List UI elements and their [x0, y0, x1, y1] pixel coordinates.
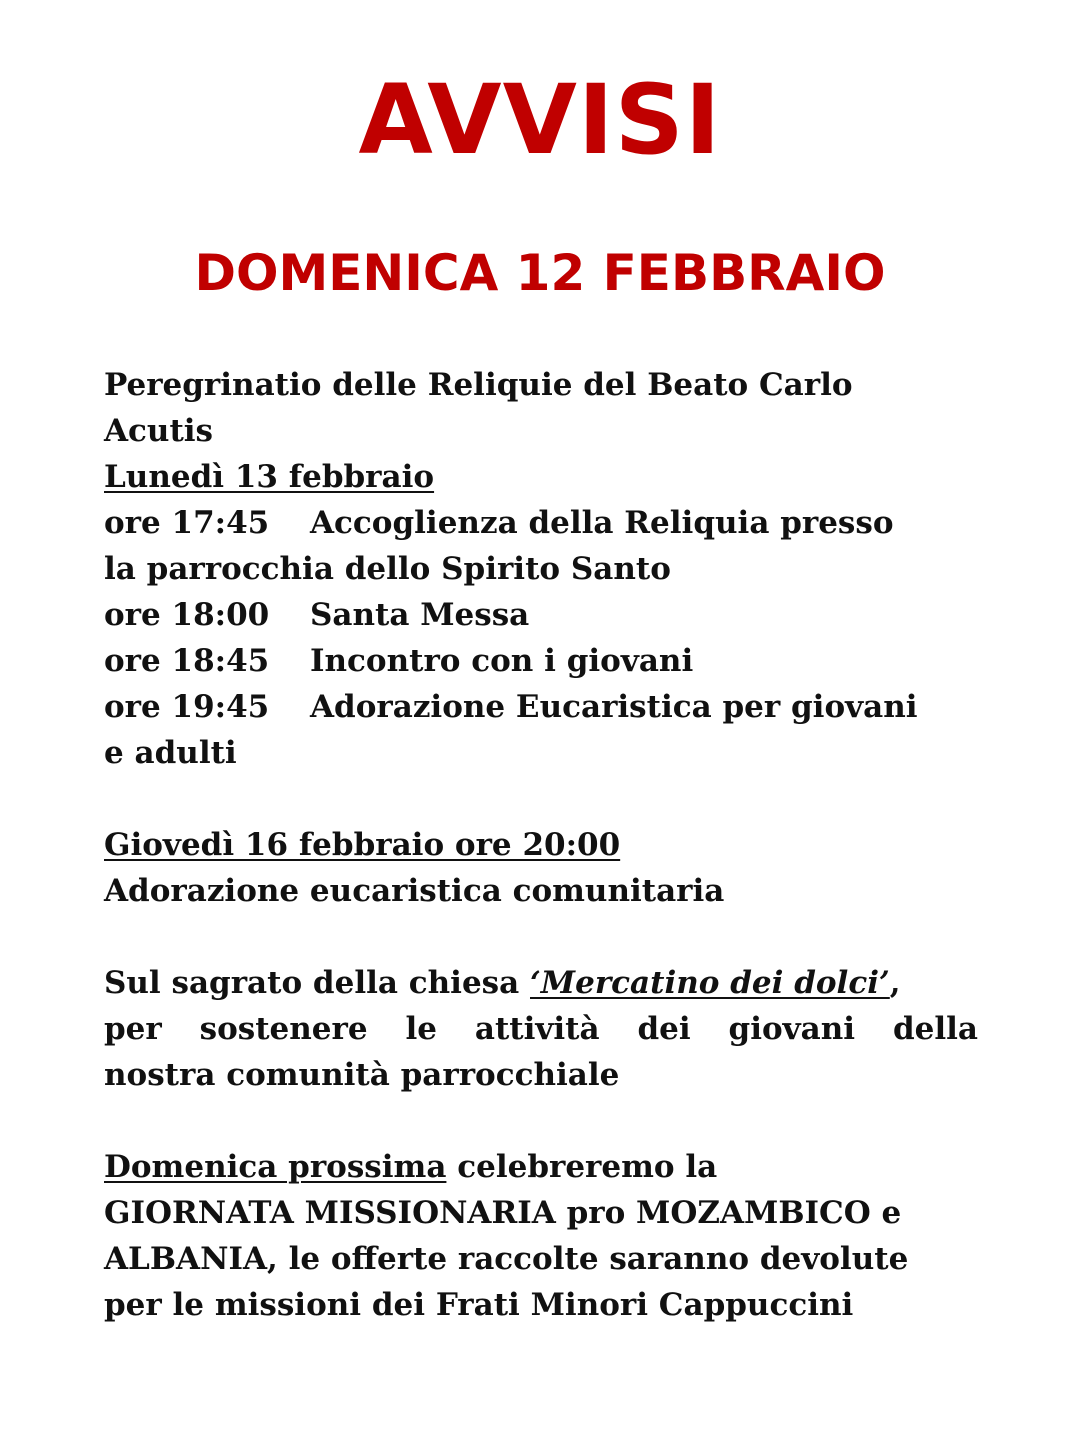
page-title: AVVISI — [358, 64, 722, 176]
schedule-item — [104, 684, 978, 730]
schedule-continuation: e adulti — [104, 735, 237, 771]
domenica-heading: Domenica prossima — [104, 1149, 447, 1185]
schedule-list — [104, 500, 978, 776]
mercatino-name: ‘Mercatino dei dolci’ — [530, 965, 890, 1001]
spacer — [104, 914, 978, 960]
schedule-item — [104, 638, 978, 684]
schedule-text: Incontro con i giovani — [310, 643, 694, 679]
domenica-line-4: per le missioni dei Frati Minori Cappuccini — [104, 1287, 854, 1323]
mercatino-line-1 — [104, 960, 978, 1006]
schedule-time: ore 17:45 — [104, 505, 270, 541]
schedule-time: ore 18:45 — [104, 643, 270, 679]
mercatino-suffix: , — [889, 965, 901, 1001]
domenica-line-1 — [104, 1144, 978, 1190]
schedule-item — [104, 500, 978, 546]
giovedi-text: Adorazione eucaristica comunitaria — [104, 873, 725, 909]
domenica-line-2: GIORNATA MISSIONARIA pro MOZAMBICO e — [104, 1195, 902, 1231]
mercatino-line-2: per sostenere le attività dei giovani della — [104, 1011, 978, 1047]
schedule-item — [104, 592, 978, 638]
domenica-line-3: ALBANIA, le offerte raccolte saranno devolute — [104, 1241, 909, 1277]
schedule-text: Accoglienza della Reliquia presso — [310, 505, 894, 541]
mercatino-prefix: Sul sagrato della chiesa — [104, 965, 530, 1001]
domenica-line-1-rest: celebreremo la — [446, 1149, 718, 1185]
schedule-text: Adorazione Eucaristica per giovani — [310, 689, 918, 725]
peregrinatio-day: Lunedì 13 febbraio — [104, 459, 435, 495]
page-subtitle: DOMENICA 12 FEBBRAIO — [194, 244, 886, 302]
schedule-time: ore 18:00 — [104, 597, 270, 633]
notice-body — [104, 362, 978, 1328]
peregrinatio-line-1: Peregrinatio delle Reliquie del Beato Carlo — [104, 367, 853, 403]
mercatino-line-3: nostra comunità parrocchiale — [104, 1057, 620, 1093]
spacer — [104, 1098, 978, 1144]
spacer — [104, 776, 978, 822]
peregrinatio-line-2: Acutis — [104, 413, 214, 449]
giovedi-heading: Giovedì 16 febbraio ore 20:00 — [104, 827, 621, 863]
schedule-text: Santa Messa — [310, 597, 530, 633]
schedule-continuation: la parrocchia dello Spirito Santo — [104, 551, 671, 587]
schedule-time: ore 19:45 — [104, 689, 270, 725]
